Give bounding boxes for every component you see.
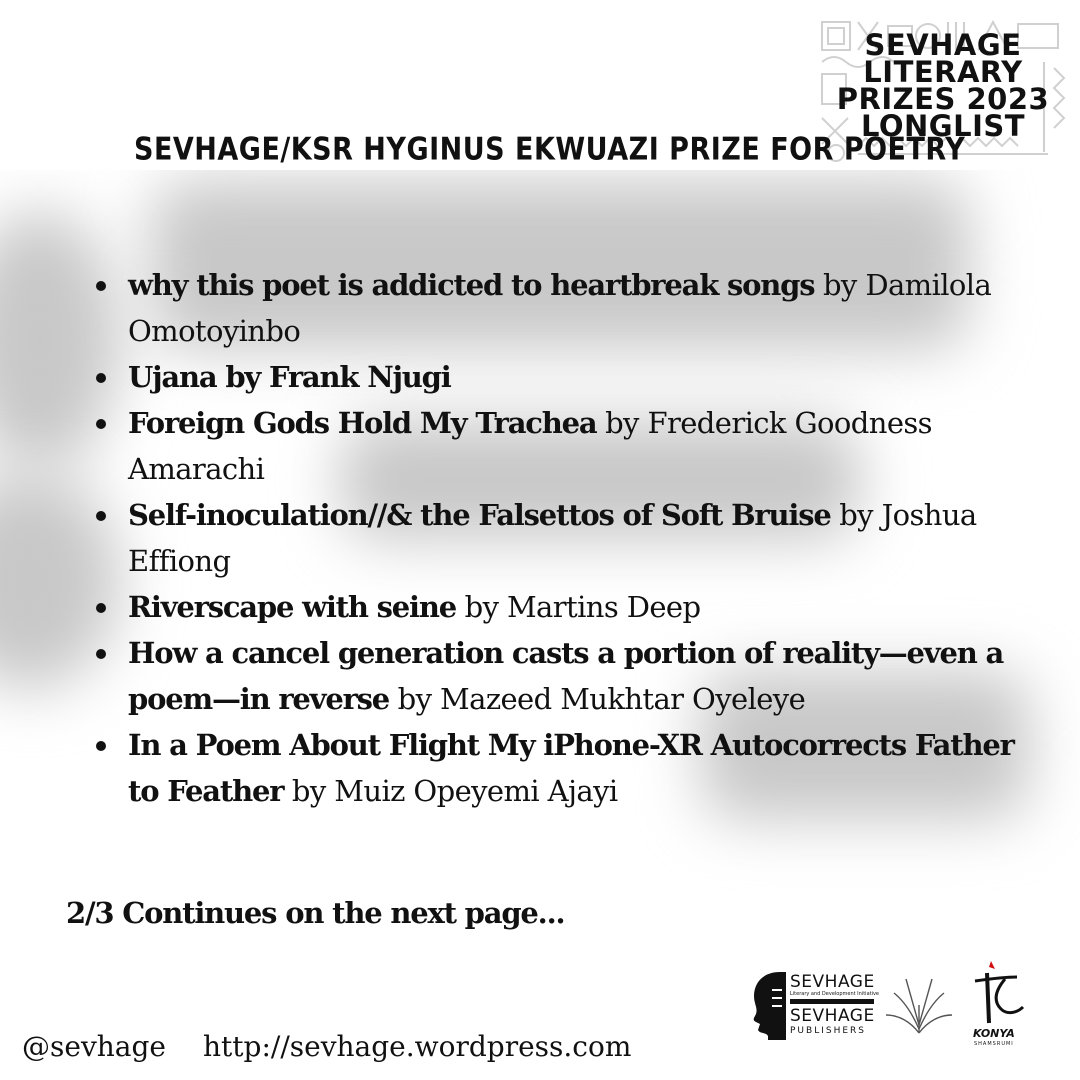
open-book-icon xyxy=(884,975,954,1041)
poem-author: by Mazeed Mukhtar Oyeleye xyxy=(389,682,806,716)
longlist-entries xyxy=(92,262,1032,814)
website-url: http://sevhage.wordpress.com xyxy=(203,1030,632,1063)
bullet-dot-icon xyxy=(96,603,106,613)
list-item xyxy=(92,630,1032,722)
konya-mark-icon xyxy=(965,955,1035,1027)
poem-author: by Damilola Omotoyinbo xyxy=(128,268,992,348)
bullet-dot-icon xyxy=(96,419,106,429)
badge-line: PRIZES 2023 xyxy=(836,82,1050,116)
sevhage-logo-text: SEVHAGE xyxy=(790,972,875,992)
bullet-dot-icon xyxy=(96,741,106,751)
poem-author: by Martins Deep xyxy=(455,590,701,624)
publishers-label: PUBLISHERS xyxy=(790,1026,866,1036)
list-item xyxy=(92,354,1032,400)
konya-name: KONYA xyxy=(973,1027,1015,1040)
sevhage-publishers-text: SEVHAGE xyxy=(790,1006,875,1026)
continues-note: 2/3 Continues on the next page... xyxy=(66,896,565,930)
poem-title: How a cancel generation casts a portion of reality—even a poem—in reverse xyxy=(128,636,1004,716)
bullet-dot-icon xyxy=(96,373,106,383)
social-handle: @sevhage xyxy=(22,1030,166,1063)
poem-title: Self-inoculation//& the Falsettos of Soft Bruise xyxy=(128,498,831,532)
badge-line: LITERARY xyxy=(863,55,1023,89)
badge-line: SEVHAGE xyxy=(864,28,1022,62)
list-item xyxy=(92,492,1032,584)
konya-logo xyxy=(965,955,1035,1055)
poem-title: Foreign Gods Hold My Trachea xyxy=(128,406,597,440)
poem-author: by Frederick Goodness Amarachi xyxy=(128,406,932,486)
page-title: SEVHAGE/KSR HYGINUS EKWUAZI PRIZE FOR POETRY xyxy=(134,132,966,168)
poem-author: by Muiz Opeyemi Ajayi xyxy=(283,774,618,808)
poem-title: Ujana by Frank Njugi xyxy=(128,360,451,394)
badge-title xyxy=(818,28,1068,143)
badge-line: LONGLIST xyxy=(860,109,1026,143)
konya-sub: SHAMSRUMI xyxy=(974,1041,1014,1047)
poem-title: Riverscape with seine xyxy=(128,590,456,624)
list-item xyxy=(92,584,1032,630)
sevhage-logo xyxy=(750,968,880,1043)
poem-author: by Joshua Effiong xyxy=(128,498,977,578)
list-item xyxy=(92,722,1032,814)
bullet-dot-icon xyxy=(96,511,106,521)
poem-title: In a Poem About Flight My iPhone-XR Autocorrects Father to Feather xyxy=(128,728,1014,808)
bullet-dot-icon xyxy=(96,281,106,291)
list-item xyxy=(92,262,1032,354)
list-item xyxy=(92,400,1032,492)
bullet-dot-icon xyxy=(96,649,106,659)
sevhage-tagline: Literary and Development Initiative xyxy=(790,991,880,997)
head-silhouette-icon xyxy=(750,970,788,1042)
poem-title: why this poet is addicted to heartbreak songs xyxy=(128,268,815,302)
